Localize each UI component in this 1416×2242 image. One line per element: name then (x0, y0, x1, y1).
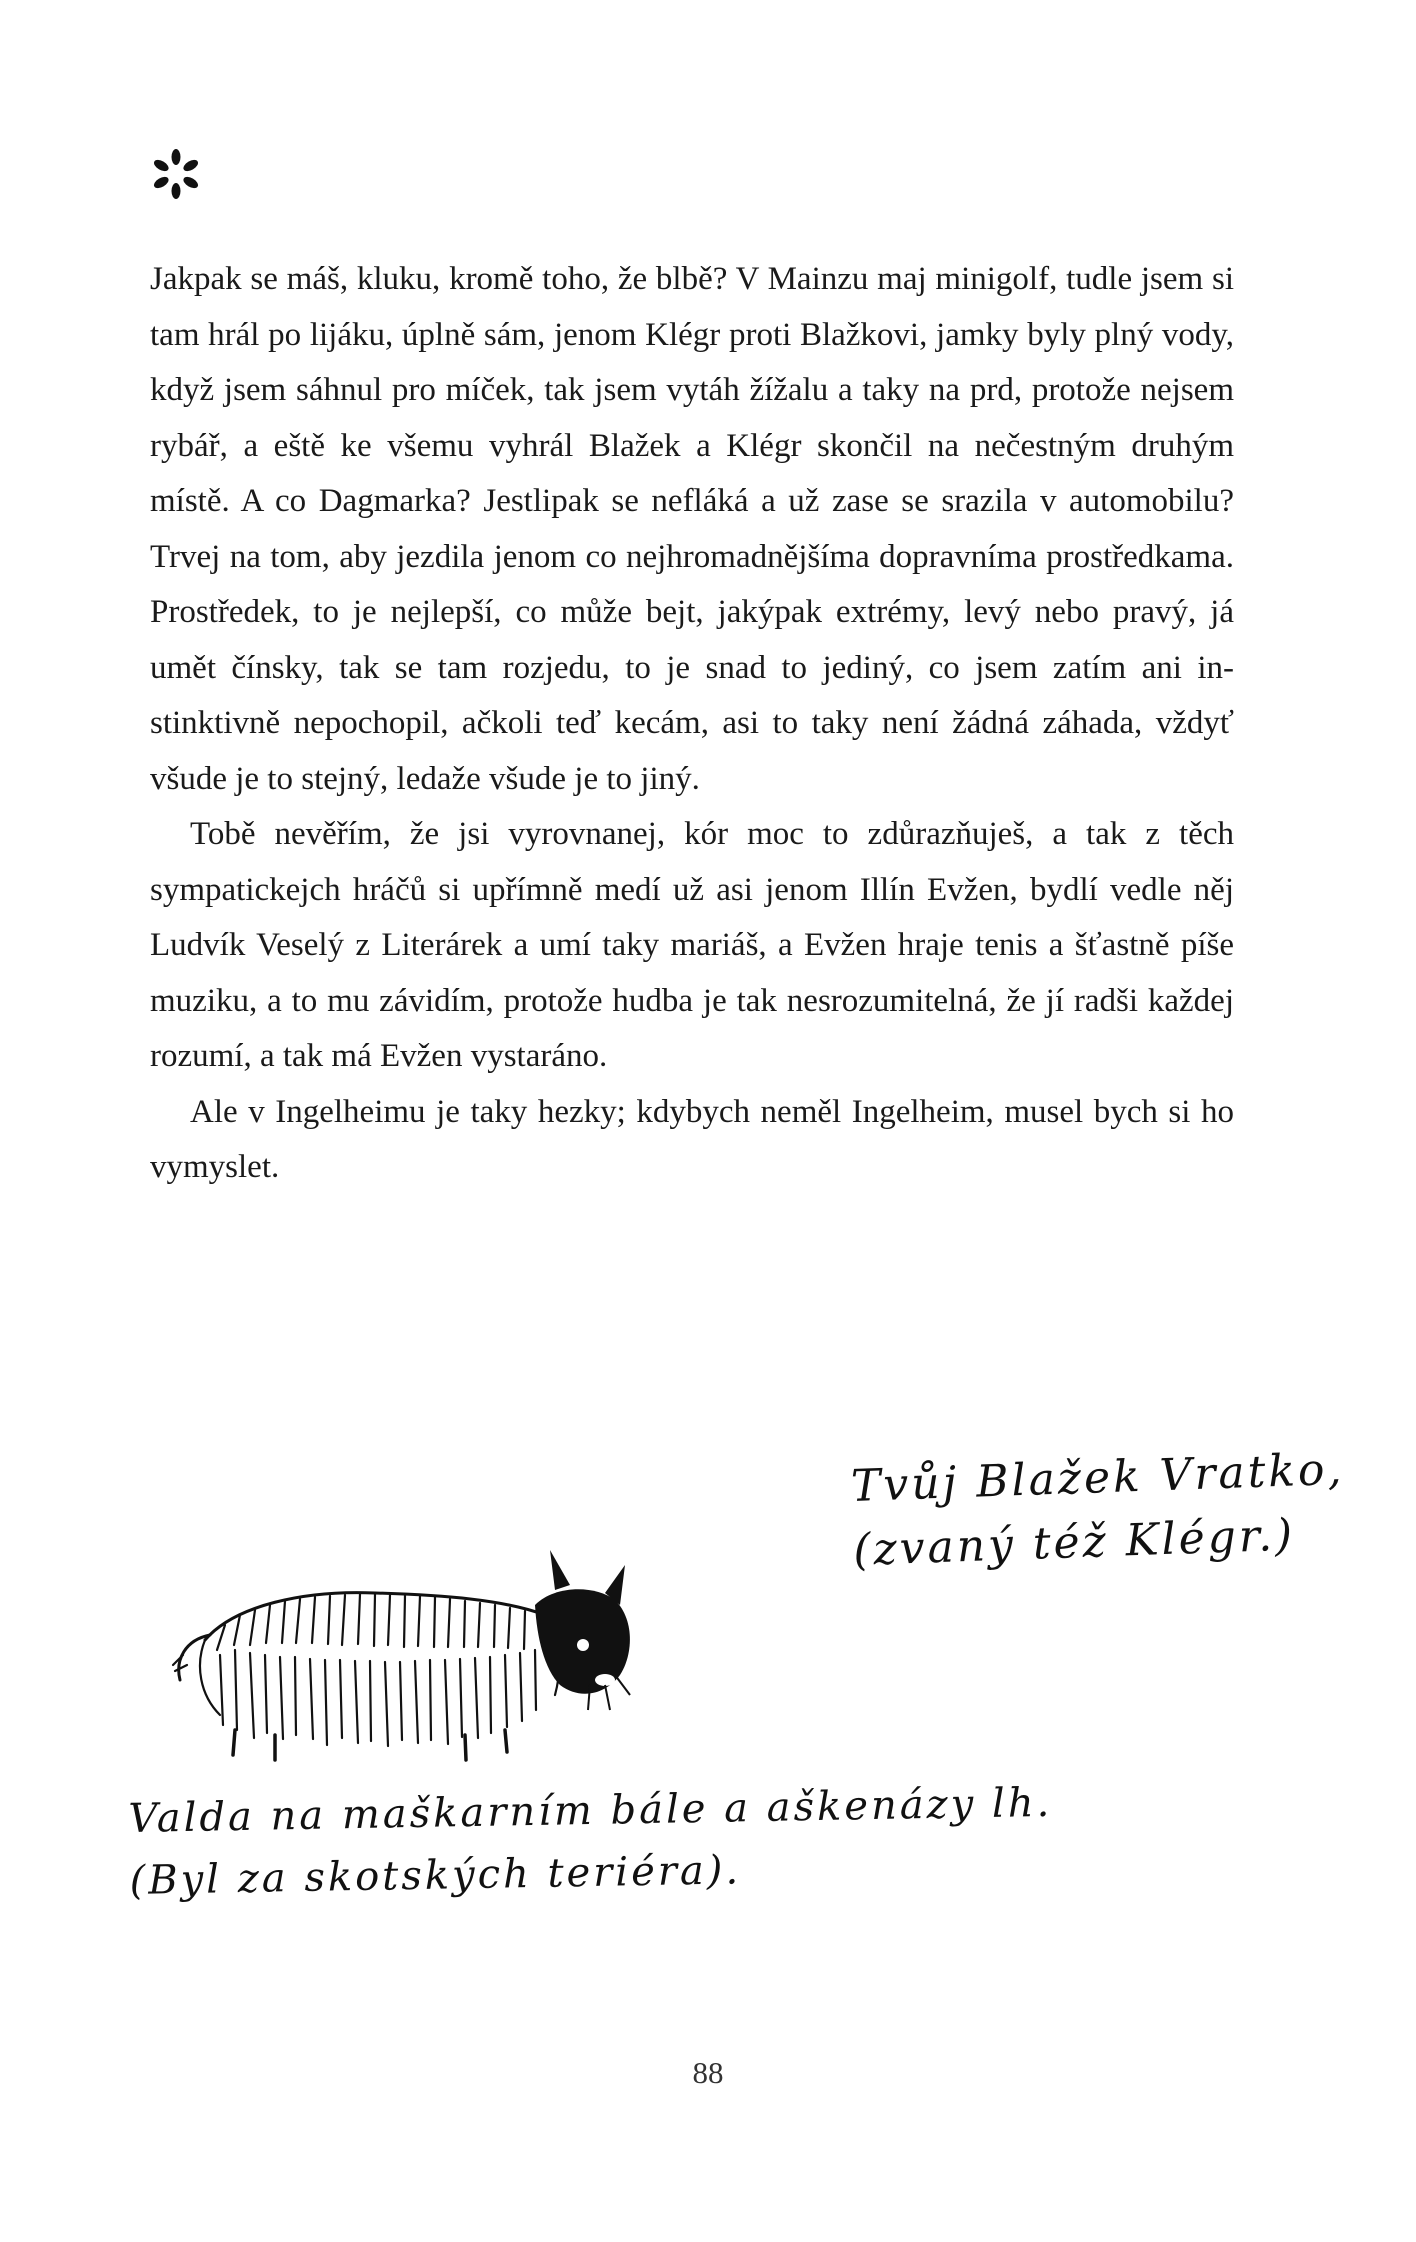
terrier-drawing-icon (165, 1545, 655, 1775)
paragraph-3: Ale v Ingelheimu je taky hezky; kdybych neměl Ingelheim, musel bych si ho vymyslet. (150, 1093, 1234, 1185)
page-number: 88 (692, 2055, 724, 2090)
handwritten-caption (128, 1772, 1054, 1912)
handwritten-signature (850, 1438, 1348, 1583)
letter-body (150, 252, 1234, 1196)
signature-line-1: Tvůj Blažek Vratko, (850, 1443, 1346, 1512)
caption-line-2: (Byl za skotských teriéra). (129, 1847, 742, 1904)
caption-line-1: Valda na maškarním bále a aškenázy lh. (128, 1779, 1053, 1842)
paragraph-1: Jakpak se máš, kluku, kromě toho, že blbě? V Mainzu maj minigolf, tudle jsem si tam hrál po lijáku, úplně sám, jenom Klégr proti Blažkovi, jamky byly plný vody, když jsem sáhnul pro míček, tak jsem vytáh žížalu a taky na prd, protože nejsem rybář, a eště ke všemu vyhrál Blažek a Klégr skončil na nečestným druhým místě. A co Dagmarka? Jestlipak se nefláká a už zase se srazila v automobilu? Trvej na tom, aby jezdila jenom co nejhromadnějšíma dopravníma prostředkama. Prostředek, to je nejlepší, co může bejt, jakýpak extrémy, levý nebo pravý, já umět čínsky, tak se tam rozjedu, to je snad to jediný, co jsem zatím ani instinktivně nepochopil, ačkoli teď kecám, asi to taky není žádná záhada, vždyť všude je to stejný, ledaže všude je to jiný. (150, 261, 1234, 797)
signature-line-2: (zvaný též Klégr.) (852, 1509, 1296, 1576)
asterisk-flower-icon (150, 148, 202, 200)
paragraph-2: Tobě nevěřím, že jsi vyrovnanej, kór moc to zdůrazňuješ, a tak z těch sympatickejch hráčů si upřímně medí už asi jenom Illín Evžen, bydlí vedle něj Ludvík Veselý z Literárek a umí taky mariáš, a Evžen hraje tenis a šťastně píše muziku, a to mu závidím, protože hudba je tak nesrozumitelná, že jí radši každej rozumí, a tak má Evžen vystaráno. (150, 816, 1234, 1074)
